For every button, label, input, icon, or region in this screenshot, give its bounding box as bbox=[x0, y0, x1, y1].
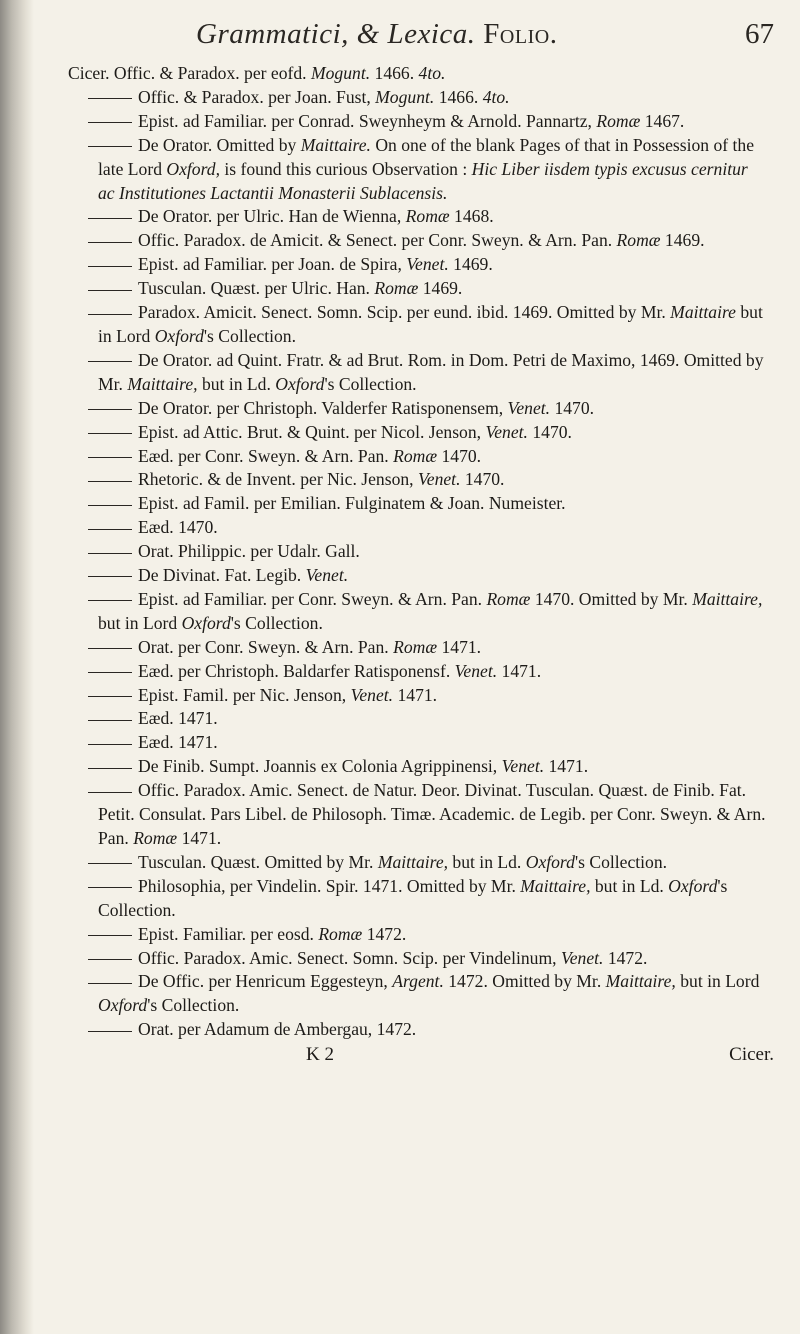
ditto-dash bbox=[88, 887, 132, 888]
entry-text: 1470. bbox=[437, 445, 482, 466]
entry-text: De Finib. Sumpt. Joannis ex Colonia Agrippinensi, bbox=[138, 756, 502, 777]
entry-text: 1467. bbox=[640, 110, 685, 131]
entry-text: 1472. bbox=[362, 923, 407, 944]
entry-text: Eæd. 1471. bbox=[138, 708, 218, 729]
ditto-dash bbox=[88, 696, 132, 697]
entry-text: De Offic. per Henricum Eggesteyn, bbox=[138, 971, 393, 992]
entry-text: De Orator. Omitted by bbox=[138, 134, 301, 155]
entry-text: Eæd. 1471. bbox=[138, 732, 218, 753]
entry-italic-text: Maittaire, bbox=[127, 373, 198, 394]
title-grammatici: Grammatici, bbox=[196, 18, 349, 50]
entry-text: Tusculan. Quæst. per Ulric. Han. bbox=[138, 278, 375, 299]
entry-text: 1470. Omitted by Mr. bbox=[530, 588, 693, 609]
entry-italic-text: Oxford, bbox=[166, 158, 220, 179]
catalogue-entry bbox=[68, 110, 768, 134]
page-footer bbox=[68, 1042, 774, 1068]
entry-text: Eæd. 1470. bbox=[138, 517, 218, 538]
ditto-dash bbox=[88, 720, 132, 721]
title-lexica: Lexica. bbox=[387, 18, 476, 50]
entry-text: 1466. bbox=[434, 86, 483, 107]
entry-text: 's Collection. bbox=[147, 995, 240, 1016]
ditto-dash bbox=[88, 792, 132, 793]
entry-italic-text: Mogunt. bbox=[375, 86, 435, 107]
catalogue-entry bbox=[68, 1018, 768, 1042]
entry-text: 1471. bbox=[177, 828, 222, 848]
entry-text: but in Ld. bbox=[197, 373, 276, 394]
catalogue-entry bbox=[68, 588, 768, 636]
entry-text: 1471. bbox=[393, 684, 438, 705]
ditto-dash bbox=[88, 672, 132, 673]
entry-italic-text: Maittaire, bbox=[377, 851, 449, 872]
page-number: 67 bbox=[745, 18, 774, 50]
entry-text: 's Collection. bbox=[230, 612, 323, 633]
catalogue-entry bbox=[68, 86, 768, 110]
ditto-dash bbox=[88, 122, 132, 123]
catalogue-entry bbox=[68, 277, 768, 301]
entry-text: De Orator. ad Quint. Fratr. & ad Brut. Rom. in Dom. Petri de Maximo, 1469. Omitted by Mr. bbox=[98, 349, 764, 394]
entry-text: Offic. Paradox. de Amicit. & Senect. per Conr. Sweyn. & Arn. Pan. bbox=[138, 230, 617, 251]
catalogue-entry bbox=[68, 731, 768, 755]
entry-text: Offic. Paradox. Amic. Senect. Somn. Scip. per Vindelinum, bbox=[138, 947, 561, 968]
entry-text: Epist. Familiar. per eosd. bbox=[138, 923, 319, 944]
entry-italic-text: Maittaire. bbox=[300, 134, 371, 155]
entry-italic-text: Romæ bbox=[486, 588, 531, 609]
page-title bbox=[196, 18, 557, 51]
ditto-dash bbox=[88, 505, 132, 506]
ditto-dash bbox=[88, 553, 132, 554]
entry-text: Eæd. per Conr. Sweyn. & Arn. Pan. bbox=[138, 445, 394, 466]
entry-text: 1471. bbox=[544, 756, 589, 777]
entry-italic-text: Romæ bbox=[596, 110, 641, 131]
entry-italic-text: Argent. bbox=[392, 971, 444, 992]
entry-italic-text: Romæ bbox=[616, 230, 661, 251]
entry-italic-text: Oxford bbox=[668, 875, 718, 896]
ditto-dash bbox=[88, 409, 132, 410]
entry-text: 1469. bbox=[418, 278, 463, 299]
entry-italic-text: Venet. bbox=[350, 684, 394, 705]
entry-italic-text: Maittaire, bbox=[605, 971, 676, 992]
ditto-dash bbox=[88, 1031, 132, 1032]
catalogue-entry bbox=[68, 421, 768, 445]
entry-text: Offic. & Paradox. per Joan. Fust, bbox=[138, 86, 376, 107]
catalogue-entry bbox=[68, 636, 768, 660]
entry-text: Epist. ad Attic. Brut. & Quint. per Nicol. Jenson, bbox=[138, 421, 486, 442]
entry-italic-text: Oxford bbox=[525, 851, 575, 872]
entry-text: Orat. per Adamum de Ambergau, 1472. bbox=[138, 1019, 417, 1040]
entry-italic-text: Romæ bbox=[393, 636, 438, 657]
entry-italic-text: Romæ bbox=[393, 445, 438, 466]
title-folio: Folio. bbox=[475, 18, 558, 50]
catalogue-entry bbox=[68, 349, 768, 397]
ditto-dash bbox=[88, 146, 132, 147]
entry-text: Epist. ad Familiar. per Conr. Sweyn. & Arn. Pan. bbox=[138, 588, 487, 609]
entry-italic-text: Venet. bbox=[406, 254, 449, 275]
entry-text: Philosophia, per Vindelin. Spir. 1471. Omitted by Mr. bbox=[138, 875, 521, 896]
catalogue-entry bbox=[68, 923, 768, 947]
entry-text: 's Collection. bbox=[203, 325, 297, 346]
entry-text: 1468. bbox=[449, 206, 494, 227]
entry-text: but in Lord bbox=[98, 302, 763, 346]
entry-text: 1471. bbox=[497, 660, 542, 681]
entry-text: but in Ld. bbox=[590, 875, 669, 896]
entry-text: Cicer. Offic. & Paradox. per eofd. bbox=[68, 63, 311, 83]
entry-italic-text: Mogunt. bbox=[310, 63, 371, 83]
entry-italic-text: Venet. bbox=[507, 397, 551, 418]
entry-italic-text: Maittaire bbox=[670, 302, 736, 323]
entry-text: 's Collection. bbox=[98, 875, 728, 920]
catalogue-entry bbox=[68, 970, 768, 1018]
entry-text: but in Lord bbox=[98, 612, 182, 633]
entry-text: 1466. bbox=[370, 63, 419, 83]
catalogue-entry bbox=[68, 947, 768, 971]
catalogue-entry bbox=[68, 301, 768, 349]
entry-text: On one of the blank Pages of that in Possession of the late Lord bbox=[98, 134, 755, 179]
entry-text: Tusculan. Quæst. Omitted by Mr. bbox=[138, 851, 378, 872]
catalogue-entry bbox=[68, 540, 768, 564]
entry-text: 1471. bbox=[437, 636, 482, 657]
entry-italic-text: Hic Liber iisdem typis excusus cernitur ac Institutiones Lactantii Monasterii Sublacensis. bbox=[98, 158, 748, 203]
entry-italic-text: 4to. bbox=[418, 63, 446, 83]
entry-text: 1472. Omitted by Mr. bbox=[443, 971, 606, 992]
entry-text: is found this curious Observation : bbox=[219, 158, 472, 179]
entry-italic-text: Romæ bbox=[318, 923, 363, 944]
entry-italic-text: Venet. bbox=[454, 660, 498, 681]
catalogue-entries bbox=[68, 62, 768, 1042]
ditto-dash bbox=[88, 600, 132, 601]
entry-text: Epist. Famil. per Nic. Jenson, bbox=[138, 684, 351, 705]
running-head bbox=[68, 14, 774, 58]
ditto-dash bbox=[88, 935, 132, 936]
entry-text: 's Collection. bbox=[574, 851, 668, 872]
entry-italic-text: Maittaire, bbox=[520, 875, 591, 896]
ditto-dash bbox=[88, 457, 132, 458]
entry-italic-text: Oxford bbox=[275, 373, 325, 394]
ditto-dash bbox=[88, 648, 132, 649]
entry-text: De Divinat. Fat. Legib. bbox=[138, 565, 306, 586]
entry-text: but in Ld. bbox=[448, 851, 526, 872]
entry-italic-text: Venet. bbox=[417, 469, 461, 490]
entry-italic-text: Venet. bbox=[485, 421, 528, 442]
signature-mark: K 2 bbox=[306, 1044, 334, 1066]
catalogue-entry bbox=[68, 564, 768, 588]
catalogue-entry bbox=[68, 492, 768, 516]
entry-text: 1469. bbox=[448, 254, 493, 275]
entry-italic-text: Romæ bbox=[374, 278, 419, 299]
book-page bbox=[68, 14, 774, 1068]
entry-text: Orat. per Conr. Sweyn. & Arn. Pan. bbox=[138, 636, 394, 657]
entry-italic-text: Romæ bbox=[133, 828, 178, 848]
ditto-dash bbox=[88, 481, 132, 482]
entry-text: De Orator. per Christoph. Valderfer Ratisponensem, bbox=[138, 397, 508, 418]
catalogue-entry bbox=[68, 397, 768, 421]
ditto-dash bbox=[88, 433, 132, 434]
catalogue-entry bbox=[68, 516, 768, 540]
ditto-dash bbox=[88, 959, 132, 960]
entry-text: Rhetoric. & de Invent. per Nic. Jenson, bbox=[138, 469, 418, 490]
catalogue-entry bbox=[68, 62, 768, 86]
title-ampersand: & bbox=[348, 18, 388, 50]
catalogue-entry bbox=[68, 134, 768, 206]
ditto-dash bbox=[88, 290, 132, 291]
entry-italic-text: Venet. bbox=[560, 947, 604, 968]
ditto-dash bbox=[88, 576, 132, 577]
ditto-dash bbox=[88, 744, 132, 745]
entry-text: 1469. bbox=[660, 230, 705, 251]
catchword: Cicer. bbox=[729, 1044, 774, 1066]
catalogue-entry bbox=[68, 253, 768, 277]
ditto-dash bbox=[88, 266, 132, 267]
ditto-dash bbox=[88, 529, 132, 530]
entry-italic-text: 4to. bbox=[482, 86, 510, 107]
catalogue-entry bbox=[68, 851, 768, 875]
ditto-dash bbox=[88, 242, 132, 243]
entry-text: Epist. ad Familiar. per Joan. de Spira, bbox=[138, 254, 407, 275]
catalogue-entry bbox=[68, 707, 768, 731]
entry-italic-text: Oxford bbox=[98, 995, 148, 1016]
entry-text: Eæd. per Christoph. Baldarfer Ratisponensf. bbox=[138, 660, 455, 681]
catalogue-entry bbox=[68, 660, 768, 684]
entry-italic-text: Venet. bbox=[501, 756, 545, 777]
ditto-dash bbox=[88, 983, 132, 984]
entry-text: De Orator. per Ulric. Han de Wienna, bbox=[138, 206, 406, 227]
entry-text: Paradox. Amicit. Senect. Somn. Scip. per eund. ibid. 1469. Omitted by Mr. bbox=[138, 302, 671, 323]
ditto-dash bbox=[88, 314, 132, 315]
catalogue-entry bbox=[68, 445, 768, 469]
catalogue-entry bbox=[68, 468, 768, 492]
catalogue-entry bbox=[68, 205, 768, 229]
entry-text: 1470. bbox=[460, 469, 505, 490]
ditto-dash bbox=[88, 218, 132, 219]
catalogue-entry bbox=[68, 755, 768, 779]
entry-italic-text: Oxford bbox=[154, 325, 204, 346]
entry-text: Offic. Paradox. Amic. Senect. de Natur. Deor. Divinat. Tusculan. Quæst. de Finib. Fat. Petit. Consulat. Pars Libel. de Philosoph. Timæ. Academic. de Legib. per Conr. Sweyn. & Arn. Pan. bbox=[98, 780, 766, 848]
ditto-dash bbox=[88, 768, 132, 769]
entry-text: but in Lord bbox=[675, 971, 760, 992]
catalogue-entry bbox=[68, 779, 768, 851]
ditto-dash bbox=[88, 98, 132, 99]
binding-gutter bbox=[0, 0, 34, 1334]
catalogue-entry bbox=[68, 229, 768, 253]
entry-italic-text: Romæ bbox=[405, 206, 450, 227]
ditto-dash bbox=[88, 863, 132, 864]
entry-italic-text: Oxford bbox=[181, 612, 231, 633]
catalogue-entry bbox=[68, 684, 768, 708]
entry-text: 1470. bbox=[527, 421, 572, 442]
entry-text: 1472. bbox=[603, 947, 648, 968]
entry-text: Orat. Philippic. per Udalr. Gall. bbox=[138, 541, 360, 562]
ditto-dash bbox=[88, 361, 132, 362]
entry-italic-text: Venet. bbox=[305, 565, 349, 586]
catalogue-entry bbox=[68, 875, 768, 923]
entry-italic-text: Maittaire, bbox=[692, 588, 763, 609]
entry-text: Epist. ad Famil. per Emilian. Fulginatem & Joan. Numeister. bbox=[138, 493, 566, 514]
entry-text: 1470. bbox=[550, 397, 595, 418]
entry-text: Epist. ad Familiar. per Conrad. Sweynheym & Arnold. Pannartz, bbox=[138, 110, 597, 131]
entry-text: 's Collection. bbox=[324, 373, 417, 394]
